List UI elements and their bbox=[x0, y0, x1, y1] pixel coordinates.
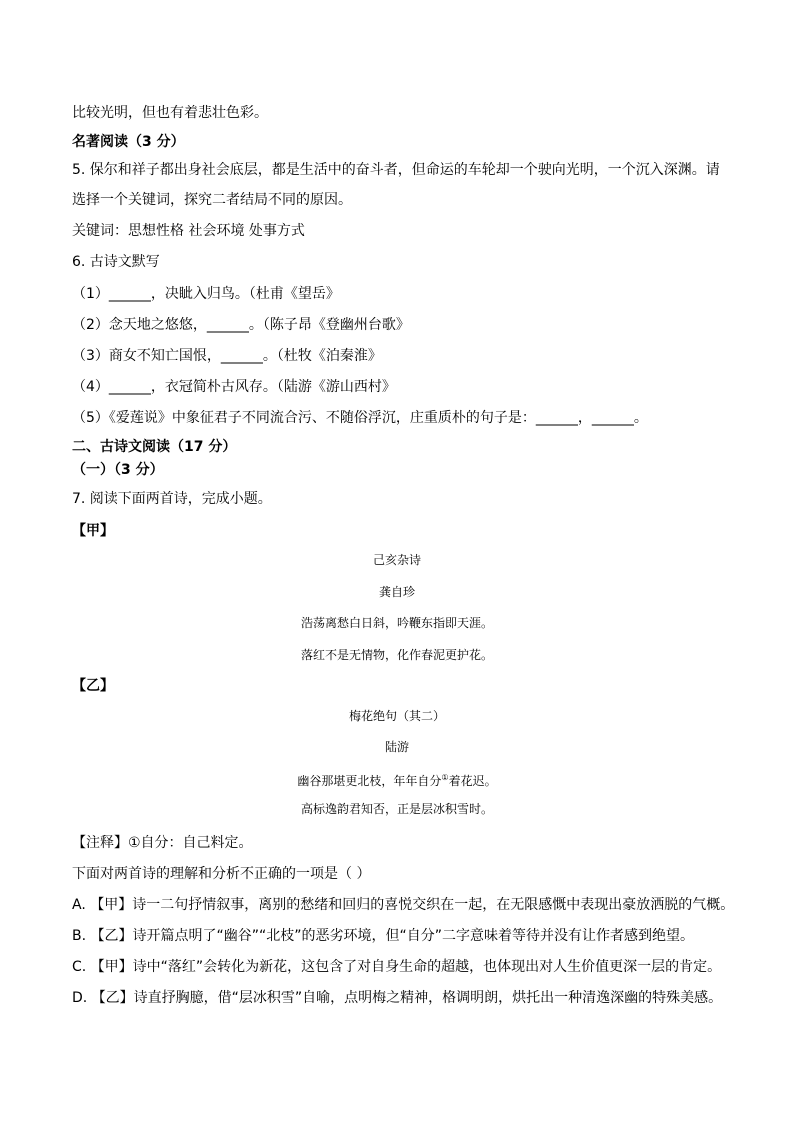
annotation: 【注释】①自分：自己料定。 bbox=[72, 835, 253, 851]
section-heading: 名著阅读（3 分） bbox=[72, 134, 185, 150]
question-6-item-2: （2）念天地之悠悠，______。（陈子昂《登幽州台歌》 bbox=[72, 317, 410, 333]
poem-2-title: 梅花绝句（其二） bbox=[348, 709, 445, 723]
question-6-item-1: （1）______，决眦入归鸟。（杜甫《望岳》 bbox=[72, 286, 340, 302]
poem-2-line-1-part-b: 着花迟。 bbox=[448, 774, 497, 788]
question-6-item-3: （3）商女不知亡国恨，______。（杜牧《泊秦淮》 bbox=[72, 348, 382, 364]
option-a: A. 【甲】诗一二句抒情叙事，离别的愁绪和回归的喜悦交织在一起，在无限感慨中表现出豪放洒脱的气概。 bbox=[72, 897, 735, 913]
option-b: B. 【乙】诗开篇点明了“幽谷”“北枝”的恶劣环境，但“自分”二字意味着等待并没有让作者感到绝望。 bbox=[72, 928, 695, 944]
poem-2-line-1 bbox=[0, 770, 794, 789]
question-5-keywords: 关键词：思想性格 社会环境 处事方式 bbox=[72, 223, 305, 239]
poem-1-author: 龚自珍 bbox=[378, 585, 415, 599]
question-6-title: 6. 古诗文默写 bbox=[72, 254, 160, 270]
poem-label-yi: 【乙】 bbox=[72, 678, 114, 694]
poem-1-line-2: 落红不是无情物，化作春泥更护花。 bbox=[300, 648, 493, 662]
poem-2-line-1-part-a: 幽谷那堪更北枝，年年自分 bbox=[297, 774, 442, 788]
question-6-item-4: （4）______，衣冠简朴古风存。（陆游《游山西村》 bbox=[72, 379, 396, 395]
poem-1-title: 己亥杂诗 bbox=[372, 553, 421, 567]
question-prompt: 下面对两首诗的理解和分析不正确的一项是（ ） bbox=[72, 866, 371, 882]
poem-label-jia: 【甲】 bbox=[72, 523, 114, 539]
option-c: C. 【甲】诗中“落红”会转化为新花，这包含了对自身生命的超越，也体现出对人生价值更深一层的肯定。 bbox=[72, 959, 722, 975]
question-5-text: 5. 保尔和祥子都出身社会底层，都是生活中的奋斗者，但命运的车轮却一个驶向光明，一个沉入深渊。请 bbox=[72, 162, 720, 178]
option-d: D. 【乙】诗直抒胸臆，借“层冰积雪”自喻，点明梅之精神，格调明朗，烘托出一种清逸深幽的特殊美感。 bbox=[72, 990, 723, 1006]
question-7-text: 7. 阅读下面两首诗，完成小题。 bbox=[72, 491, 272, 507]
subsection-heading: （一）（3 分） bbox=[72, 462, 164, 478]
question-5-text-cont: 选择一个关键词，探究二者结局不同的原因。 bbox=[72, 192, 352, 208]
text-line: 比较光明，但也有着悲壮色彩。 bbox=[72, 105, 268, 121]
footnote-marker: ① bbox=[441, 773, 449, 782]
section-heading-2: 二、古诗文阅读（17 分） bbox=[72, 439, 237, 455]
poem-2-author: 陆游 bbox=[384, 740, 409, 754]
question-6-item-5: （5）《爱莲说》中象征君子不同流合污、不随俗浮沉，庄重质朴的句子是：______，______。 bbox=[72, 410, 648, 426]
poem-2-line-2: 高标逸韵君知否，正是层冰积雪时。 bbox=[300, 802, 493, 816]
poem-1-line-1: 浩荡离愁白日斜，吟鞭东指即天涯。 bbox=[300, 616, 493, 630]
